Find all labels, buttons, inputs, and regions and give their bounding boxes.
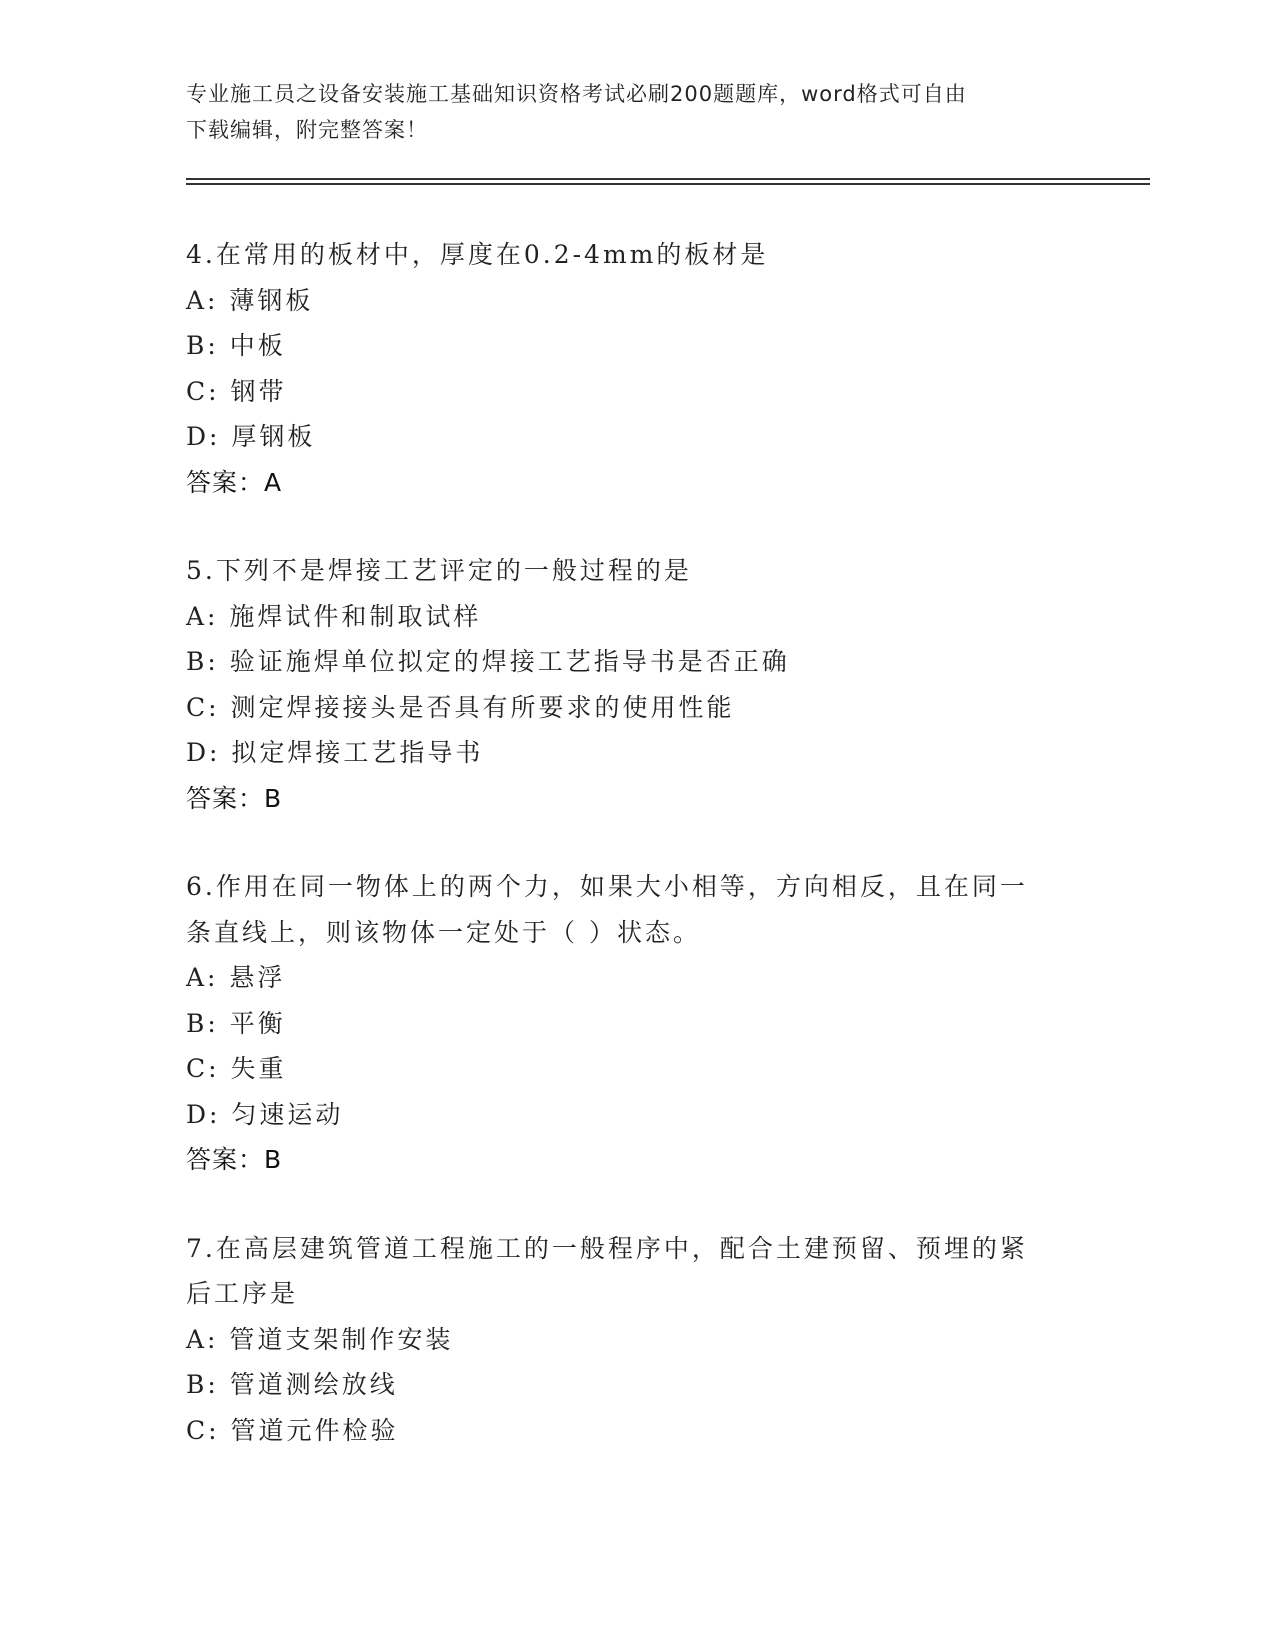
option-b: B: 中板 — [186, 331, 286, 360]
option-b: B: 验证施焊单位拟定的焊接工艺指导书是否正确 — [186, 647, 790, 676]
option-d: D: 厚钢板 — [186, 422, 316, 451]
question-7 — [186, 1226, 1086, 1454]
question-stem: 4.在常用的板材中，厚度在0.2-4mm的板材是 — [186, 240, 769, 269]
question-4 — [186, 232, 1086, 505]
option-c: C: 钢带 — [186, 376, 287, 406]
header-line-1: 专业施工员之设备安装施工基础知识资格考试必刷200题题库，word格式可自由 — [186, 82, 967, 106]
question-stem: 5.下列不是焊接工艺评定的一般过程的是 — [186, 556, 692, 585]
question-stem-line-1: 7.在高层建筑管道工程施工的一般程序中，配合土建预留、预埋的紧 — [186, 1233, 1028, 1263]
option-c: C: 管道元件检验 — [186, 1415, 399, 1445]
header-divider-top — [186, 178, 1150, 180]
question-stem-line-2: 条直线上，则该物体一定处于（ ）状态。 — [186, 917, 701, 947]
answer-line: 答案：B — [186, 783, 283, 813]
option-a: A: 薄钢板 — [186, 285, 314, 315]
option-a: A: 施焊试件和制取试样 — [186, 601, 482, 631]
question-6 — [186, 864, 1086, 1183]
option-a: A: 管道支架制作安装 — [186, 1324, 454, 1354]
option-b: B: 管道测绘放线 — [186, 1370, 398, 1399]
option-c: C: 测定焊接接头是否具有所要求的使用性能 — [186, 692, 735, 722]
document-header — [186, 76, 1086, 148]
option-c: C: 失重 — [186, 1054, 287, 1083]
header-divider-bottom — [186, 183, 1150, 185]
question-stem-line-2: 后工序是 — [186, 1279, 299, 1308]
option-d: D: 拟定焊接工艺指导书 — [186, 738, 484, 767]
answer-line: 答案：B — [186, 1145, 283, 1174]
answer-line: 答案：A — [186, 467, 283, 497]
option-b: B: 平衡 — [186, 1008, 286, 1038]
option-d: D: 匀速运动 — [186, 1099, 344, 1129]
question-5 — [186, 548, 1086, 821]
question-list — [186, 232, 1086, 1496]
option-a: A: 悬浮 — [186, 963, 286, 992]
header-line-2: 下载编辑，附完整答案！ — [186, 118, 428, 142]
question-stem-line-1: 6.作用在同一物体上的两个力，如果大小相等，方向相反，且在同一 — [186, 872, 1028, 901]
